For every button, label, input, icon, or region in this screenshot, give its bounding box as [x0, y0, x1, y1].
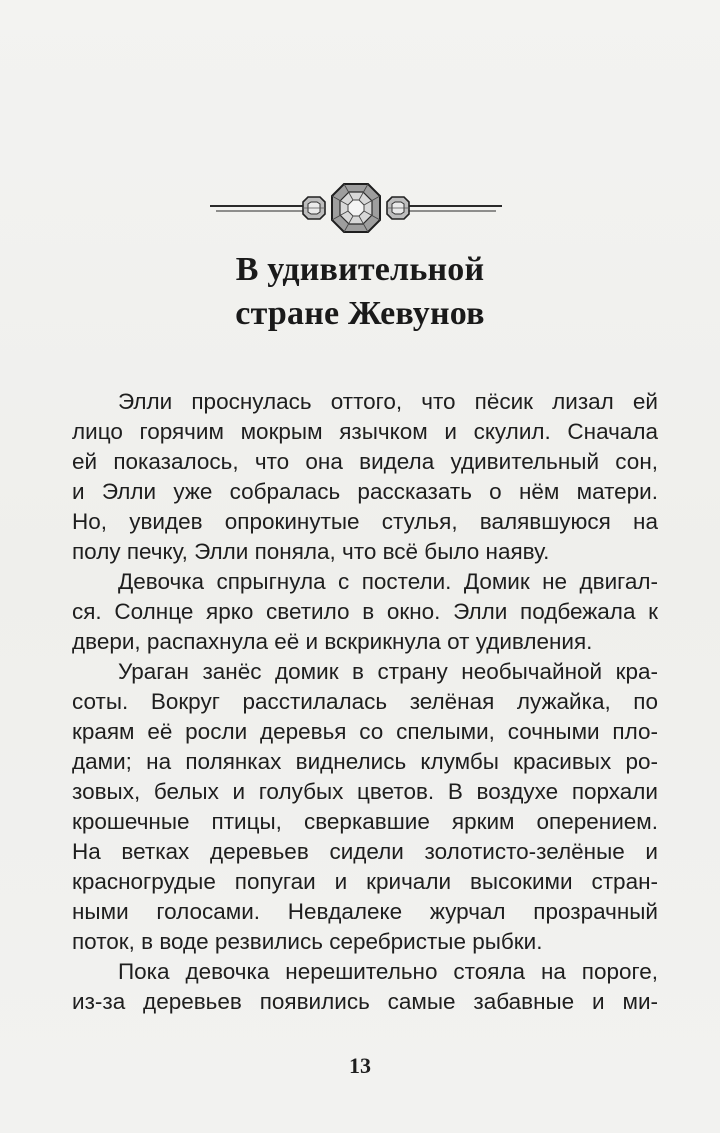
text-line: Пока девочка нерешительно стояла на пороге,	[118, 959, 658, 984]
text-line: Ураган занёс домик в страну необычайной кра-	[118, 659, 658, 684]
text-line: ными голосами. Невдалеке журчал прозрачный	[72, 899, 658, 924]
text-line: дами; на полянках виднелись клумбы красивых ро-	[72, 749, 658, 774]
text-line: ся. Солнце ярко светило в окно. Элли подбежала к	[72, 599, 658, 624]
text-line: крошечные птицы, сверкавшие ярким оперением.	[72, 809, 658, 834]
text-line: красногрудые попугаи и кричали высокими стран-	[72, 869, 658, 894]
text-line: лицо горячим мокрым язычком и скулил. Сначала	[72, 419, 658, 444]
chapter-title-line: В удивительной	[235, 251, 485, 288]
text-line: поток, в воде резвились серебристые рыбки.	[72, 929, 543, 954]
text-line: зовых, белых и голубых цветов. В воздухе порхали	[72, 779, 658, 804]
chapter-title-line: стране Жевунов	[235, 295, 485, 332]
text-line: краям её росли деревья со спелыми, сочными пло-	[72, 719, 658, 744]
page-number: 13	[349, 1053, 371, 1078]
text-line: из-за деревьев появились самые забавные и ми-	[72, 989, 658, 1014]
paragraph	[72, 957, 658, 1017]
text-line: Девочка спрыгнула с постели. Домик не двигал-	[118, 569, 658, 594]
paragraph	[72, 567, 658, 657]
text-line: Элли проснулась оттого, что пёсик лизал ей	[118, 389, 658, 414]
chapter-title	[120, 248, 600, 336]
chapter-body	[72, 387, 658, 1017]
paragraph	[72, 387, 658, 567]
text-line: полу печку, Элли поняла, что всё было наяву.	[72, 539, 550, 564]
text-line: и Элли уже собралась рассказать о нём матери.	[72, 479, 658, 504]
paragraph	[72, 657, 658, 957]
text-line: ей показалось, что она видела удивительный сон,	[72, 449, 658, 474]
text-line: Но, увидев опрокинутые стулья, валявшуюся на	[72, 509, 658, 534]
text-line: На ветках деревьев сидели золотисто-зелёные и	[72, 839, 658, 864]
gem-ornament-icon	[210, 176, 502, 240]
text-line: соты. Вокруг расстилалась зелёная лужайка, по	[72, 689, 658, 714]
text-line: двери, распахнула её и вскрикнула от удивления.	[72, 629, 593, 654]
